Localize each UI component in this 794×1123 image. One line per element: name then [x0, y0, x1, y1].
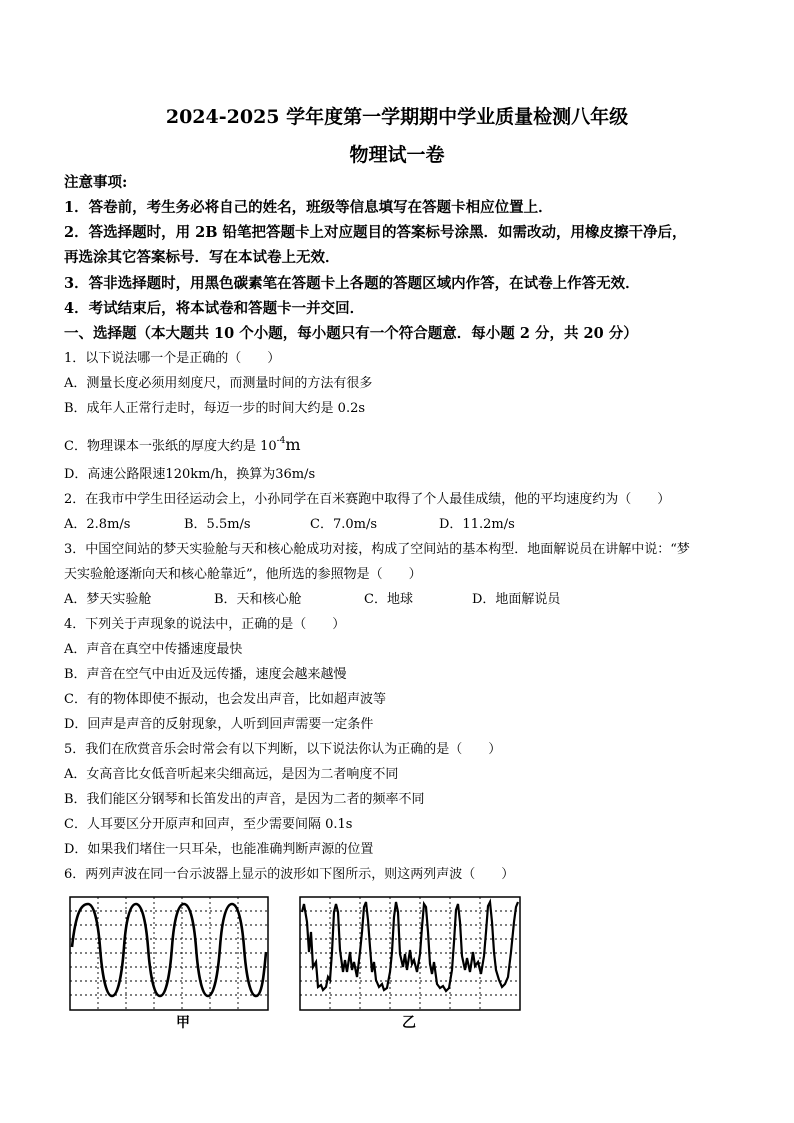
q4-option-c: C．有的物体即使不振动，也会发出声音，比如超声波等: [64, 692, 386, 707]
q1-stem: 1．以下说法哪一个是正确的（ ）: [64, 351, 281, 366]
q5-stem: 5．我们在欣赏音乐会时常会有以下判断，以下说法你认为正确的是（ ）: [64, 742, 502, 757]
notice-item-1: 1．答卷前，考生务必将自己的姓名，班级等信息填写在答题卡相应位置上．: [64, 199, 553, 216]
q6-stem: 6．两列声波在同一台示波器上显示的波形如下图所示，则这两列声波（ ）: [64, 867, 515, 882]
q2-option-b: B．5.5m/s: [184, 517, 251, 532]
q3-stem-line2: 天实验舱逐渐向天和核心舱靠近”，他所选的参照物是（ ）: [64, 567, 422, 582]
q3-option-b: B．天和核心舱: [214, 592, 302, 607]
notice-item-2: 2．答选择题时，用 2B 铅笔把答题卡上对应题目的答案标号涂黑．如需改动，用橡皮擦干净后，: [64, 224, 687, 241]
q1-option-c-unit: m: [285, 435, 301, 454]
notice-heading: 注意事项:: [64, 174, 128, 191]
q2-option-d: D．11.2m/s: [439, 517, 515, 532]
q3-option-c: C．地球: [364, 592, 413, 607]
exam-subtitle: 物理试一卷: [349, 144, 445, 166]
figure-label-yi: 乙: [402, 1015, 416, 1031]
figure-label-jia: 甲: [176, 1015, 190, 1031]
section-heading: 一、选择题（本大题共 10 个小题，每小题只有一个符合题意．每小题 2 分，共 20 分）: [64, 325, 638, 342]
q1-option-d: D．高速公路限速120km/h，换算为36m/s: [64, 467, 316, 482]
notice-item-2-cont: 再选涂其它答案标号．写在本试卷上无效．: [64, 249, 340, 266]
q2-option-c: C．7.0m/s: [310, 517, 377, 532]
notice-item-4: 4．考试结束后，将本试卷和答题卡一并交回．: [64, 300, 365, 317]
q5-option-b: B．我们能区分钢琴和长笛发出的声音，是因为二者的频率不同: [64, 792, 425, 807]
q5-option-a: A．女高音比女低音听起来尖细高远，是因为二者响度不同: [64, 767, 399, 782]
q3-option-d: D．地面解说员: [472, 592, 561, 607]
q3-stem-line1: 3．中国空间站的梦天实验舱与天和核心舱成功对接，构成了空间站的基本构型．地面解说员在讲解中说：“梦: [64, 542, 690, 557]
q1-option-b: B．成年人正常行走时，每迈一步的时间大约是 0.2s: [64, 401, 366, 416]
oscilloscope-panel-jia: [70, 897, 268, 1010]
q1-option-c: [64, 432, 301, 456]
q5-option-d: D．如果我们堵住一只耳朵，也能准确判断声源的位置: [64, 842, 374, 857]
q5-option-c: C．人耳要区分开原声和回声，至少需要间隔 0.1s: [64, 817, 353, 832]
q2-option-a: A．2.8m/s: [64, 517, 131, 532]
waveform-diagram: [64, 892, 524, 1016]
q4-option-a: A．声音在真空中传播速度最快: [64, 642, 243, 657]
oscilloscope-panel-yi: [300, 897, 520, 1010]
q1-option-c-exponent: -4: [276, 436, 286, 446]
q1-option-a: A．测量长度必须用刻度尺，而测量时间的方法有很多: [64, 376, 373, 391]
q4-option-d: D．回声是声音的反射现象，人听到回声需要一定条件: [64, 717, 374, 732]
q3-option-a: A．梦天实验舱: [64, 592, 152, 607]
q4-stem: 4．下列关于声现象的说法中，正确的是（ ）: [64, 617, 346, 632]
notice-item-3: 3．答非选择题时，用黑色碳素笔在答题卡上各题的答题区域内作答，在试卷上作答无效．: [64, 275, 640, 292]
q2-stem: 2．在我市中学生田径运动会上，小孙同学在百米赛跑中取得了个人最佳成绩，他的平均速度约为（ ）: [64, 492, 671, 507]
q1-option-c-text: C．物理课本一张纸的厚度大约是 10: [64, 439, 277, 454]
q4-option-b: B．声音在空气中由近及远传播，速度会越来越慢: [64, 667, 347, 682]
oscilloscope-figure: [64, 892, 524, 1031]
exam-title: 2024-2025 学年度第一学期期中学业质量检测八年级: [165, 106, 629, 128]
